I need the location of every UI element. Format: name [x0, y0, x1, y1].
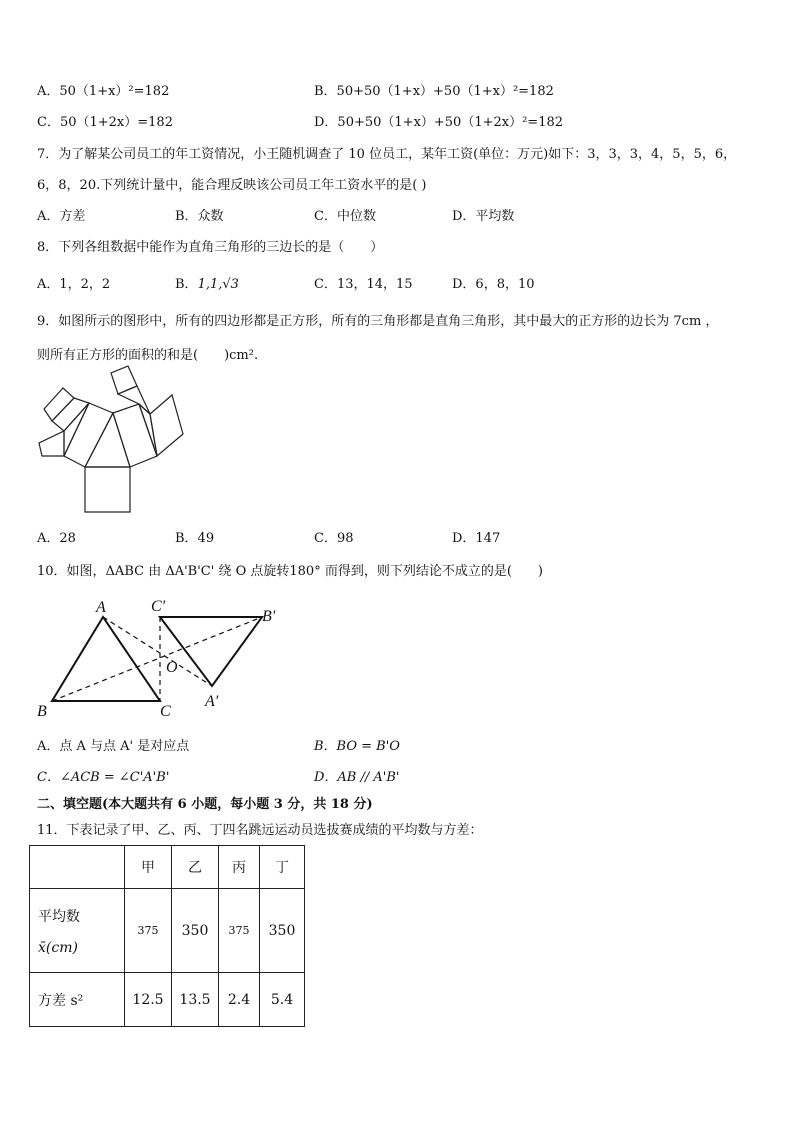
q9-stem-line2: 则所有正方形的面积的和是( )cm².	[37, 348, 259, 363]
q7-stem-line1: 7．为了解某公司员工的年工资情况，小王随机调查了 10 位员工，某年工资(单位：万元)如下：3，3，3，4，5，5，6，	[37, 147, 737, 162]
q10-dash-a-a1	[103, 617, 212, 686]
table-cell: 5.4	[260, 973, 305, 1027]
q9-option-a: A．28	[37, 531, 76, 546]
section-heading-fill-in: 二、填空题(本大题共有 6 小题，每小题 3 分，共 18 分)	[37, 797, 373, 812]
q8-option-c: C．13，14，15	[314, 277, 413, 292]
q7-option-b: B．众数	[175, 209, 224, 224]
q10-label-o: O	[166, 659, 178, 676]
q10-label-b-prime: B'	[262, 608, 276, 625]
q10-label-a: A	[96, 599, 106, 616]
table-cell: 375	[125, 889, 172, 973]
table-cell: 350	[172, 889, 219, 973]
q7-stem-line2: 6，8，20.下列统计量中，能合理反映该公司员工年工资水平的是( )	[37, 178, 427, 193]
table-cell: 350	[260, 889, 305, 973]
table-row	[30, 889, 305, 973]
q10-option-c: C．∠ACB = ∠C'A'B'	[37, 770, 170, 785]
table-cell: 2.4	[219, 973, 260, 1027]
table-cell: 375	[219, 889, 260, 973]
q9-option-d: D．147	[452, 531, 501, 546]
q8-option-d: D．6，8，10	[452, 277, 535, 292]
q11-stem: 11．下表记录了甲、乙、丙、丁四名跳远运动员选拔赛成绩的平均数与方差：	[37, 823, 483, 838]
row-label-variance: 方差 s²	[30, 973, 125, 1027]
table-header-cell: 丁	[260, 846, 305, 889]
q11-score-table	[29, 845, 305, 1027]
table-row-label	[30, 889, 125, 973]
table-cell: 12.5	[125, 973, 172, 1027]
q10-stem: 10．如图，ΔABC 由 ΔA'B'C' 绕 O 点旋转180° 而得到，则下列结论不成立的是( )	[37, 564, 543, 579]
q8-stem: 8．下列各组数据中能作为直角三角形的三边长的是（ ）	[37, 240, 384, 255]
q10-option-d: D．AB // A'B'	[314, 770, 400, 785]
q7-option-c: C．中位数	[314, 209, 376, 224]
q8-option-b-prefix: B．	[175, 277, 198, 292]
table-header-cell: 乙	[172, 846, 219, 889]
q7-option-a: A．方差	[37, 209, 86, 224]
q10-option-a: A．点 A 与点 A' 是对应点	[37, 739, 190, 754]
q9-option-b: B．49	[175, 531, 215, 546]
row-label-average-unit: x̄(cm)	[38, 939, 78, 956]
q6-option-c: C．50（1+2x）=182	[37, 115, 173, 130]
table-header-cell	[30, 846, 125, 889]
q10-label-c: C	[160, 703, 171, 720]
row-label-average: 平均数	[38, 908, 80, 925]
q6-option-b: B．50+50（1+x）+50（1+x）²=182	[314, 84, 554, 99]
q9-stem-line1: 9．如图所示的图形中，所有的四边形都是正方形，所有的三角形都是直角三角形，其中最大的正方形的边长为 7cm ，	[37, 314, 719, 329]
table-header-cell: 甲	[125, 846, 172, 889]
q8-option-a: A．1，2，2	[37, 277, 111, 292]
q6-option-a: A．50（1+x）²=182	[37, 84, 170, 99]
q10-label-c-prime: C'	[151, 598, 166, 615]
q10-label-b: B	[37, 703, 47, 720]
q10-triangle-abc	[52, 617, 160, 701]
q10-option-b: B．BO = B'O	[314, 739, 400, 754]
q9-option-c: C．98	[314, 531, 354, 546]
q10-label-a-prime: A'	[205, 693, 219, 710]
q6-option-d: D．50+50（1+x）+50（1+2x）²=182	[314, 115, 564, 130]
table-row	[30, 973, 305, 1027]
table-header-row	[30, 846, 305, 889]
q7-option-d: D．平均数	[452, 209, 515, 224]
q8-option-b-sqrt: √3	[222, 277, 239, 292]
table-header-cell: 丙	[219, 846, 260, 889]
table-cell: 13.5	[172, 973, 219, 1027]
q8-option-b-value: 1,1,	[197, 277, 223, 292]
